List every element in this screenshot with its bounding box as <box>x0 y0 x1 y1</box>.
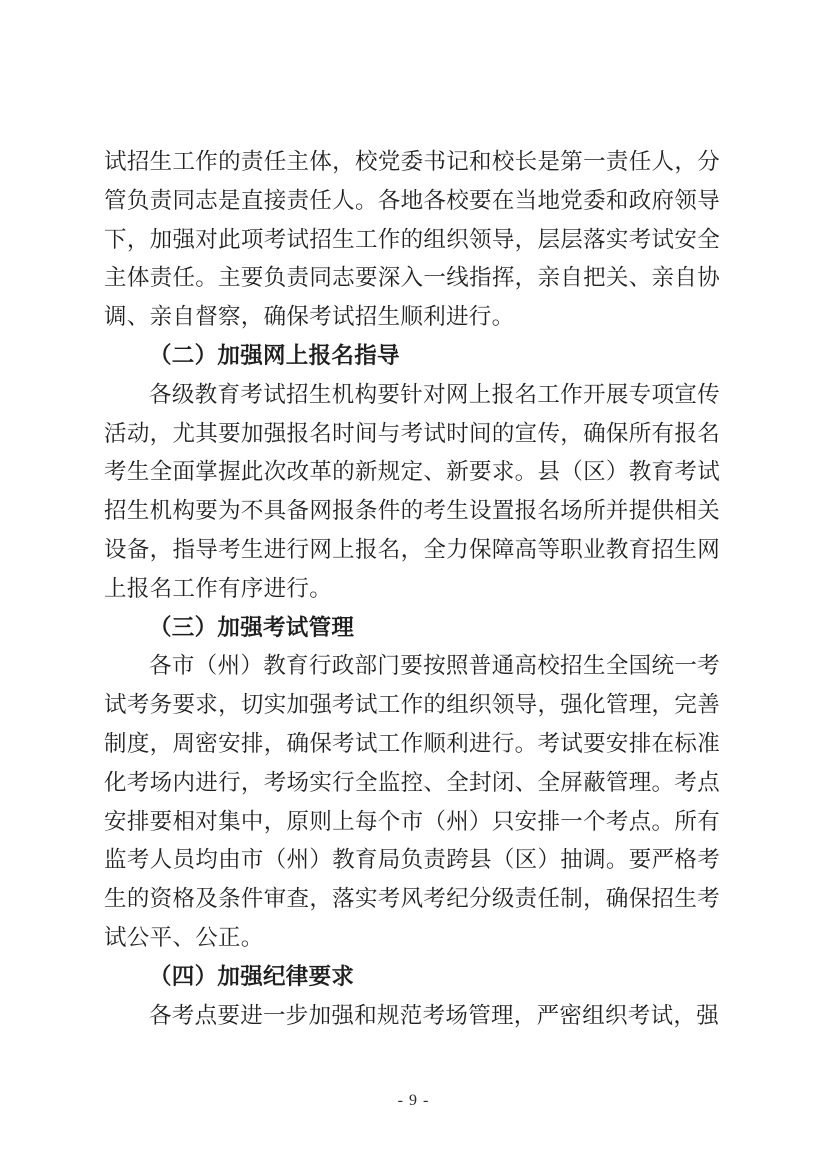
section-heading-3: （三）加强考试管理 <box>149 614 355 640</box>
paragraph-discipline-requirements: 各考点要进一步加强和规范考场管理，严密组织考试，强 <box>149 1002 720 1028</box>
section-heading-2: （二）加强网上报名指导 <box>149 342 400 368</box>
paragraph-exam-management: 各市（州）教育行政部门要按照普通高校招生全国统一考试考务要求，切实加强考试工作的组织领导，强化管理，完善制度，周密安排，确保考试工作顺利进行。考试要安排在标准化考场内进行，考场实行全监控、全封闭、全屏蔽管理。考点安排要相对集中，原则上每个市（州）只安排一个考点。所有监考人员均由市（州）教育局负责跨县（区）抽调。要严格考生的资格及条件审查，落实考风考纪分级责任制，确保招生考试公平、公正。 <box>104 653 720 950</box>
paragraph-continuation: 试招生工作的责任主体，校党委书记和校长是第一责任人，分管负责同志是直接责任人。各地各校要在当地党委和政府领导下，加强对此项考试招生工作的组织领导，层层落实考试安全主体责任。主要负责同志要深入一线指挥，亲自把关、亲自协调、亲自督察，确保考试招生顺利进行。 <box>104 149 720 330</box>
paragraph-online-registration: 各级教育考试招生机构要针对网上报名工作开展专项宣传活动，尤其要加强报名时间与考试时间的宣传，确保所有报名考生全面掌握此次改革的新规定、新要求。县（区）教育考试招生机构要为不具备网报条件的考生设置报名场所并提供相关设备，指导考生进行网上报名，全力保障高等职业教育招生网上报名工作有序进行。 <box>104 381 720 601</box>
section-heading-4: （四）加强纪律要求 <box>149 963 355 989</box>
page-number: - 9 - <box>397 1092 430 1109</box>
document-body <box>104 143 720 1035</box>
